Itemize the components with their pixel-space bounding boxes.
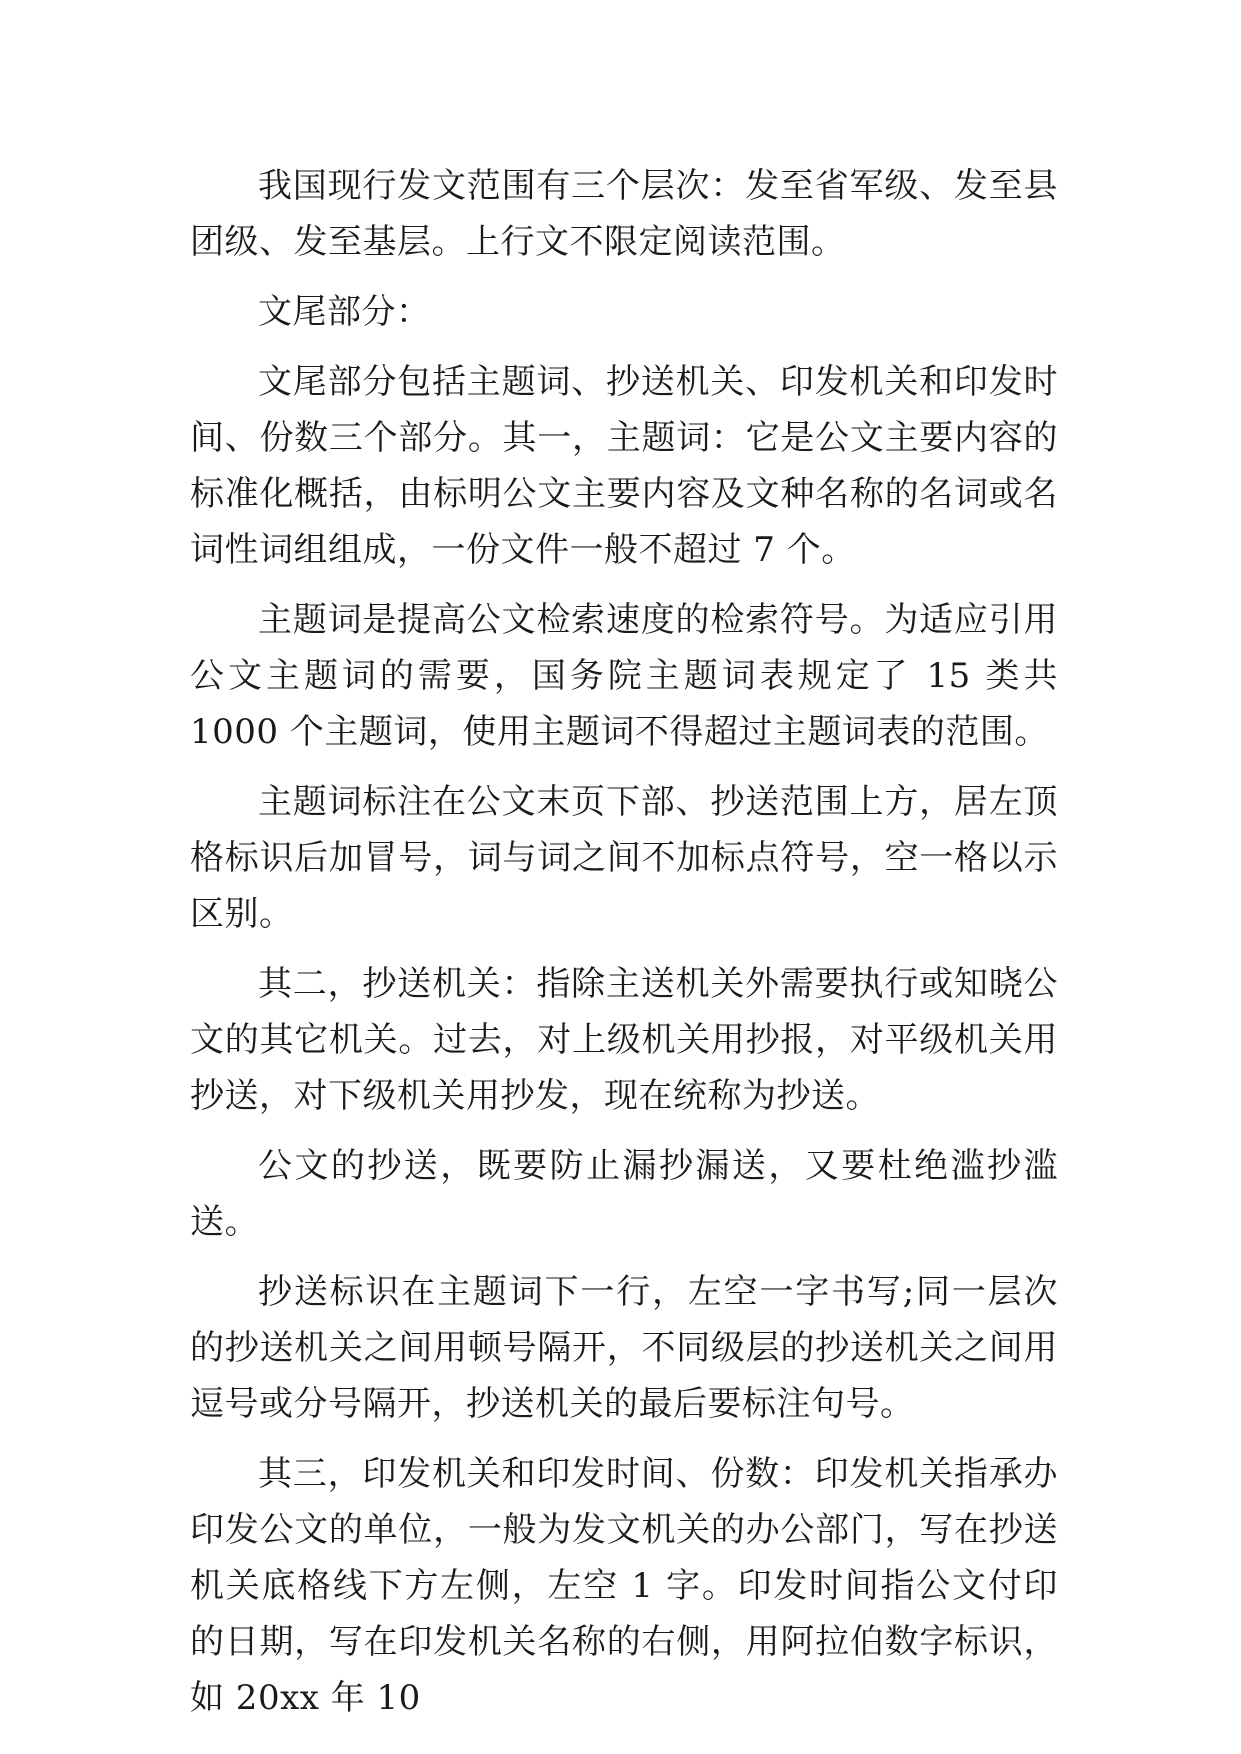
paragraph-cc-agencies: 其二，抄送机关：指除主送机关外需要执行或知晓公文的其它机关。过去，对上级机关用抄报，对平级机关用抄送，对下级机关用抄发，现在统称为抄送。 <box>190 964 1058 1116</box>
paragraph-cc-principle: 公文的抄送，既要防止漏抄漏送，又要杜绝滥抄滥送。 <box>190 1146 1058 1242</box>
paragraph-issuing-agency: 其三，印发机关和印发时间、份数：印发机关指承办印发公文的单位，一般为发文机关的办公部门，写在抄送机关底格线下方左侧，左空 1 字。印发时间指公文付印的日期，写在印发机关名称的右侧，用阿拉伯数字标识，如 20xx 年 10 <box>190 1454 1058 1718</box>
paragraph-subject-words-purpose: 主题词是提高公文检索速度的检索符号。为适应引用公文主题词的需要，国务院主题词表规定了 15 类共 1000 个主题词，使用主题词不得超过主题词表的范围。 <box>190 600 1058 752</box>
paragraph-cc-format: 抄送标识在主题词下一行，左空一字书写;同一层次的抄送机关之间用顿号隔开，不同级层的抄送机关之间用逗号或分号隔开，抄送机关的最后要标注句号。 <box>190 1272 1058 1424</box>
paragraph-subject-words-placement: 主题词标注在公文末页下部、抄送范围上方，居左顶格标识后加冒号，词与词之间不加标点符号，空一格以示区别。 <box>190 782 1058 934</box>
paragraph-closing-overview: 文尾部分包括主题词、抄送机关、印发机关和印发时间、份数三个部分。其一，主题词：它是公文主要内容的标准化概括，由标明公文主要内容及文种名称的名词或名词性词组组成，一份文件一般不超过 7 个。 <box>190 362 1058 570</box>
section-heading-closing: 文尾部分： <box>258 292 431 332</box>
document-body <box>190 158 1058 1726</box>
paragraph-reading-scope: 我国现行发文范围有三个层次：发至省军级、发至县团级、发至基层。上行文不限定阅读范围。 <box>190 166 1058 262</box>
